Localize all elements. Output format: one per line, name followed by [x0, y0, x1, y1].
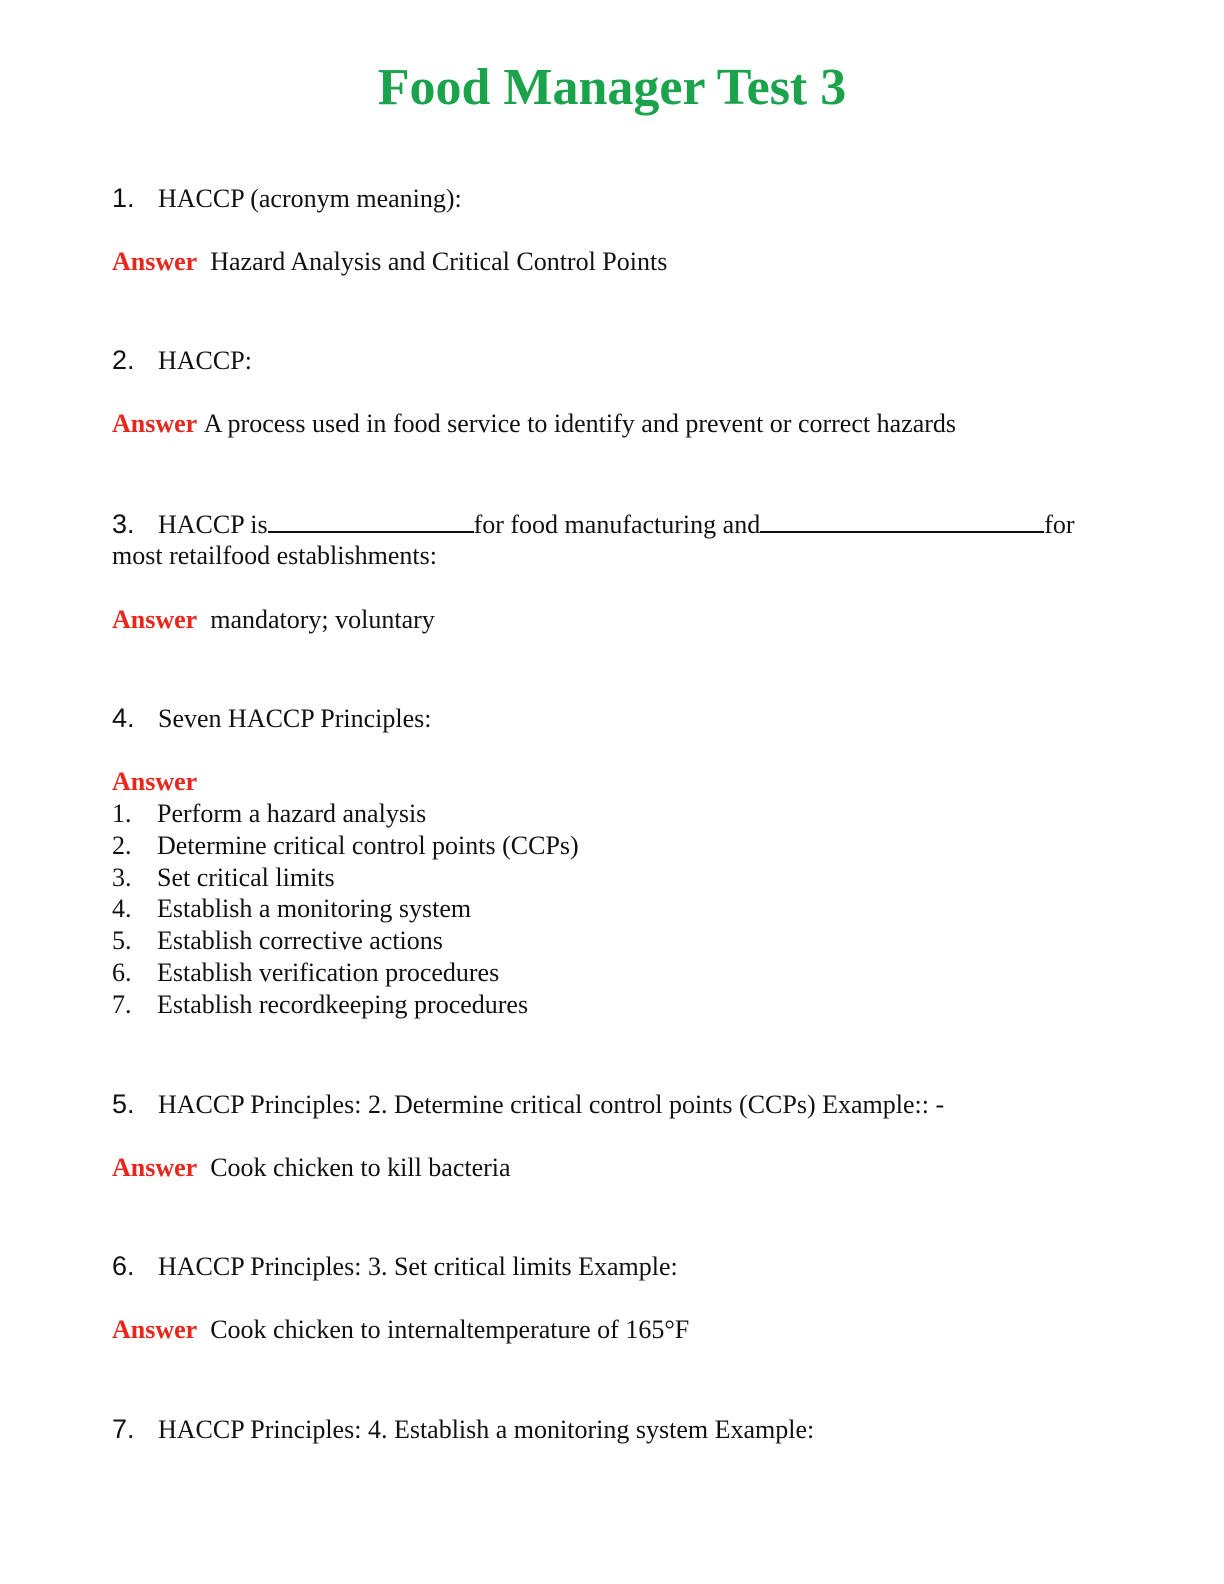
question-number: 4.	[112, 703, 135, 733]
question-text: HACCP Principles: 4. Establish a monitoring system Example:	[158, 1415, 815, 1444]
list-item	[112, 893, 579, 925]
list-item-number: 3.	[112, 862, 132, 892]
list-item-text: Perform a hazard analysis	[157, 799, 427, 828]
list-item-number: 6.	[112, 957, 132, 987]
answer-text: Cook chicken to kill bacteria	[210, 1153, 511, 1182]
list-item	[112, 989, 579, 1021]
list-item-number: 4.	[112, 894, 132, 924]
fill-in-blank-2	[760, 509, 1044, 533]
list-item-number: 7.	[112, 989, 132, 1019]
answer-label: Answer	[112, 767, 198, 796]
list-item-text: Establish verification procedures	[157, 957, 500, 987]
question-number: 5.	[112, 1089, 135, 1119]
answer-5	[112, 1152, 511, 1184]
question-text: Seven HACCP Principles:	[158, 704, 432, 733]
list-item	[112, 830, 579, 862]
list-item	[112, 862, 579, 894]
question-number: 6.	[112, 1251, 135, 1281]
answer-label: Answer	[112, 247, 198, 276]
answer-text: A process used in food service to identify and prevent or correct hazards	[203, 409, 957, 438]
list-item-number: 2.	[112, 830, 132, 860]
question-4	[112, 702, 431, 735]
answer-label: Answer	[112, 1153, 198, 1182]
question-text-part-a: HACCP is	[158, 510, 268, 539]
answer-1	[112, 246, 667, 278]
question-2	[112, 344, 252, 377]
list-item-text: Establish a monitoring system	[157, 894, 472, 924]
question-text-part-b: for food manufacturing and	[473, 510, 761, 539]
list-item	[112, 798, 579, 830]
answer-2	[112, 408, 956, 440]
answer-text: Hazard Analysis and Critical Control Points	[210, 247, 668, 276]
list-item	[112, 925, 579, 957]
answer-label: Answer	[112, 409, 198, 438]
answer-6	[112, 1314, 689, 1346]
question-6	[112, 1250, 678, 1283]
list-item-number: 1.	[112, 799, 132, 828]
answer-text: mandatory; voluntary	[210, 605, 435, 634]
question-3	[112, 508, 1075, 541]
question-text-part-c: for	[1044, 510, 1075, 539]
list-item	[112, 957, 579, 989]
question-number: 2.	[112, 345, 135, 375]
list-item-number: 5.	[112, 926, 132, 956]
question-7	[112, 1413, 814, 1446]
answer-label: Answer	[112, 1315, 198, 1344]
principles-list	[112, 798, 579, 1021]
answer-4	[112, 766, 197, 798]
question-text: HACCP:	[158, 346, 252, 375]
question-1	[112, 182, 462, 215]
list-item-text: Set critical limits	[157, 862, 335, 892]
question-text: HACCP Principles: 3. Set critical limits Example:	[158, 1252, 678, 1281]
list-item-text: Establish corrective actions	[157, 926, 443, 956]
question-3-continued: most retailfood establishments:	[112, 541, 437, 570]
page-title: Food Manager Test 3	[377, 59, 847, 116]
list-item-text: Establish recordkeeping procedures	[157, 989, 529, 1019]
question-text: HACCP (acronym meaning):	[158, 184, 462, 213]
question-5	[112, 1088, 944, 1121]
answer-3	[112, 604, 435, 636]
question-number: 1.	[112, 183, 135, 213]
list-item-text: Determine critical control points (CCPs)	[157, 830, 579, 860]
answer-label: Answer	[112, 605, 198, 634]
question-number: 7.	[112, 1414, 135, 1444]
question-number: 3.	[112, 509, 135, 539]
fill-in-blank-1	[268, 509, 474, 533]
question-text: HACCP Principles: 2. Determine critical control points (CCPs) Example:: -	[158, 1090, 945, 1119]
answer-text: Cook chicken to internaltemperature of 165°F	[210, 1315, 690, 1344]
